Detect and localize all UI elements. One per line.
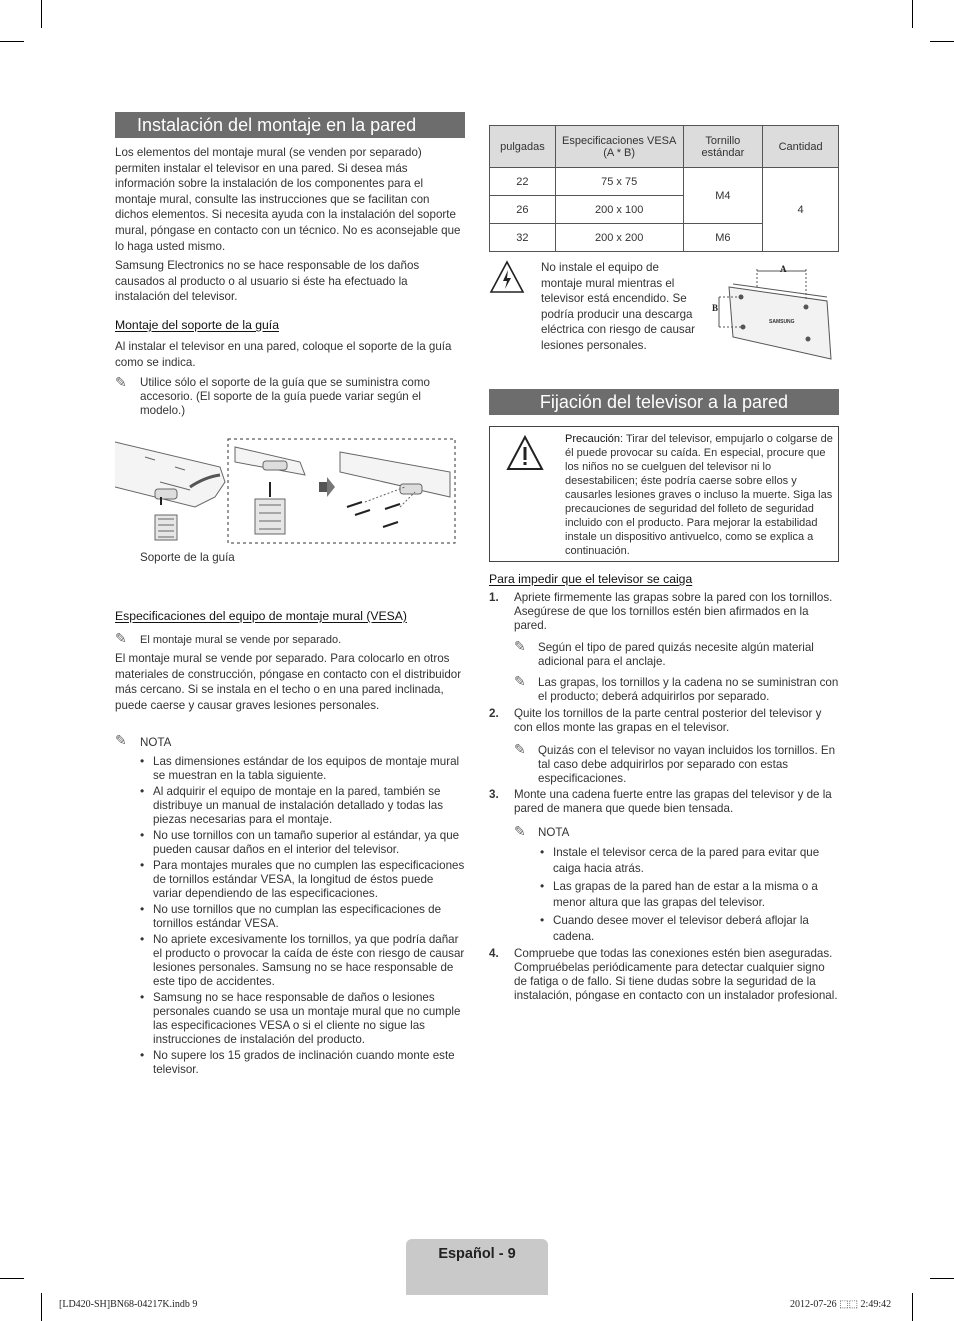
crop-mark (0, 1278, 24, 1279)
vesa-paragraph: El montaje mural se vende por separado. Para colocarlo en otros materiales de construcción, póngase en contacto con el distribuidor más cercano. Si se instala en el techo o en una pared inclinada, puede caerse y causar graves lesiones personales. (115, 652, 462, 712)
vesa-heading: Especificaciones del equipo de montaje mural (VESA) (115, 609, 407, 623)
list-item: • Para montajes murales que no cumplen las especificaciones de tornillos estándar VESA, la longitud de éstos puede variar dependiendo de las especificaciones. (153, 859, 465, 901)
note-pencil-icon: ✎ (115, 374, 127, 390)
step-text: Compruebe que todas las conexiones estén bien aseguradas. Compruébelas periódicamente para detectar cualquier signo de fatiga o de fallo. Si tiene dudas sobre la seguridad de la instalación, póngase en contacto con un instalador profesional. (514, 947, 838, 1002)
table-cell: 22 (490, 168, 556, 196)
crop-mark (912, 1293, 913, 1321)
step-note (489, 673, 839, 704)
electric-warning-text: No instale el equipo de montaje mural mientras el televisor está encendido. Se podría producir una descarga eléctrica con riesgo de causar lesiones personales. (541, 261, 696, 352)
list-item: • No use tornillos que no cumplan las especificaciones de tornillos estándar VESA. (153, 903, 465, 931)
step-note-text: Las grapas, los tornillos y la cadena no se suministran con el producto; deberá adquirirlos por separado. (538, 676, 839, 703)
caution-label: Precaución (565, 433, 621, 445)
table-header-row (490, 126, 839, 168)
step-text: Monte una cadena fuerte entre las grapas del televisor y de la pared de manera que quede bien tensada. (514, 788, 832, 815)
intro-paragraph: Los elementos del montaje mural (se venden por separado) permiten instalar el televisor en una pared. Si desea más información sobre la instalación de los componentes para el montaje mural, consulte las instrucciones que se facilitan con dichos elementos. Si necesita ayuda con la instalación del soporte mural, póngase en contacto con un técnico. No es aconsejable que lo haga usted mismo. (115, 146, 461, 253)
table-row (490, 168, 839, 196)
guide-bracket-illustration (115, 437, 460, 547)
step-note-text: Quizás con el televisor no vayan incluidos los tornillos. En tal caso debe adquirirlos por separado con estas especificaciones. (538, 744, 836, 785)
crop-mark (930, 1278, 954, 1279)
list-item: • Instale el televisor cerca de la pared para evitar que caiga hacia atrás. (553, 845, 839, 877)
section-title-wall-mount: Instalación del montaje en la pared (115, 112, 465, 138)
disclaimer-paragraph: Samsung Electronics no se hace responsable de los daños causados al producto o al usuario si éste ha efectuado la instalación del televisor. (115, 259, 420, 304)
list-item: • Samsung no se hace responsable de daños o lesiones personales cuando se usa un montaje mural que no cumple las especificaciones VESA o si el cliente no sigue las instrucciones de instalación del producto. (153, 991, 465, 1047)
step3-bullet-list (489, 845, 839, 945)
table-cell: 200 x 100 (555, 196, 683, 224)
section-title-fix-tv: Fijación del televisor a la pared (489, 389, 839, 415)
note-pencil-icon: ✎ (115, 630, 127, 646)
caution-text-block (565, 432, 833, 558)
note-pencil-icon: ✎ (115, 732, 127, 748)
electric-warning-icon (489, 260, 525, 294)
nota-text: NOTA (538, 826, 570, 839)
step-item (489, 788, 839, 816)
header-cell: Especificaciones VESA (A * B) (555, 126, 683, 168)
step-note (489, 638, 839, 669)
step-item (489, 591, 839, 633)
prevent-fall-steps (489, 591, 839, 1003)
header-cell: pulgadas (490, 126, 556, 168)
guide-note-text: Utilice sólo el soporte de la guía que se suministra como accesorio. (El soporte de la guía puede variar según el modelo.) (140, 376, 430, 417)
file-info: [LD420-SH]BN68-04217K.indb 9 (59, 1299, 198, 1310)
crop-mark (41, 0, 42, 28)
nota-label (489, 823, 839, 840)
table-cell: M4 (683, 168, 763, 224)
steps-list (489, 947, 839, 1003)
steps-list (489, 591, 839, 633)
guide-caption: Soporte de la guía (140, 551, 235, 564)
page-number: Español - 9 (438, 1246, 516, 1262)
table-cell: 4 (763, 168, 839, 252)
step-note (489, 741, 839, 786)
note-pencil-icon: ✎ (514, 741, 526, 757)
step-number: 2. (489, 707, 499, 720)
date-info: 2012-07-26 ⬚⬚ 2:49:42 (790, 1299, 892, 1310)
table-cell: 32 (490, 224, 556, 252)
list-item: • No supere los 15 grados de inclinación cuando monte este televisor. (153, 1049, 465, 1077)
nota-text: NOTA (140, 736, 172, 749)
step-item (489, 947, 839, 1003)
dimension-label-b: B (712, 303, 719, 313)
caution-text: : Tirar del televisor, empujarlo o colgarse de él puede provocar su caída. En especial, procure que los niños no se cuelguen del televisor ni lo desestabilicen; éste podría caerse sobre ellos y causarles lesiones graves o incluso la muerte. Siga las precauciones de seguridad del folleto de seguridad incluido con el producto. Para mejorar la estabilidad instale un dispositivo antivuelco, como se explica a continuación. (565, 433, 833, 557)
step-item (489, 707, 839, 735)
samsung-logo: SAMSUNG (769, 319, 795, 325)
header-cell: Cantidad (763, 126, 839, 168)
dimension-label-a: A (780, 264, 787, 274)
table-cell: 75 x 75 (555, 168, 683, 196)
guide-note (115, 374, 465, 417)
table-cell: 26 (490, 196, 556, 224)
step-number: 3. (489, 788, 499, 801)
vesa-bullet-list (115, 755, 465, 1079)
note-pencil-icon: ✎ (514, 638, 526, 654)
nota-label (115, 732, 172, 750)
page-number-tab (406, 1239, 548, 1295)
note-pencil-icon: ✎ (514, 823, 526, 839)
list-item: • Al adquirir el equipo de montaje en la pared, también se distribuye un manual de instalación detallado y todas las piezas necesarias para el montaje. (153, 785, 465, 827)
list-item: • No use tornillos con un tamaño superior al estándar, ya que pueden causar daños en el interior del televisor. (153, 829, 465, 857)
prevent-fall-heading: Para impedir que el televisor se caiga (489, 572, 693, 586)
caution-box (489, 426, 839, 562)
table-cell: 200 x 200 (555, 224, 683, 252)
list-item: • Las dimensiones estándar de los equipos de montaje mural se muestran en la tabla siguiente. (153, 755, 465, 783)
header-cell: Tornillo estándar (683, 126, 763, 168)
crop-mark (912, 0, 913, 28)
step-number: 1. (489, 591, 499, 604)
table-cell: M6 (683, 224, 763, 252)
guide-text: Al instalar el televisor en una pared, coloque el soporte de la guía como se indica. (115, 340, 452, 369)
crop-mark (0, 41, 24, 42)
steps-list (489, 788, 839, 816)
vesa-note (115, 631, 465, 648)
vesa-note-text: El montaje mural se vende por separado. (140, 634, 342, 646)
list-item: • Cuando desee mover el televisor deberá aflojar la cadena. (553, 913, 839, 945)
list-item: • No apriete excesivamente los tornillos, ya que podría dañar el producto o provocar la caída de éste con riesgo de causar lesiones personales. Samsung no se hace responsable de este tipo de accidentes. (153, 933, 465, 989)
list-item: • Las grapas de la pared han de estar a la misma o a menor altura que las grapas del televisor. (553, 879, 839, 911)
step-text: Apriete firmemente las grapas sobre la pared con los tornillos. Asegúrese de que los tornillos estén bien afirmados en la pared. (514, 591, 833, 632)
steps-list (489, 707, 839, 735)
vesa-dimension-diagram (709, 259, 839, 369)
caution-triangle-icon (506, 435, 544, 471)
crop-mark (930, 41, 954, 42)
crop-mark (41, 1293, 42, 1321)
vesa-spec-table (489, 125, 839, 252)
note-pencil-icon: ✎ (514, 673, 526, 689)
guide-heading: Montaje del soporte de la guía (115, 318, 279, 332)
step-note-text: Según el tipo de pared quizás necesite algún material adicional para el anclaje. (538, 641, 814, 668)
step-text: Quite los tornillos de la parte central posterior del televisor y con ellos monte las grapas en el televisor. (514, 707, 822, 734)
step-number: 4. (489, 947, 499, 960)
